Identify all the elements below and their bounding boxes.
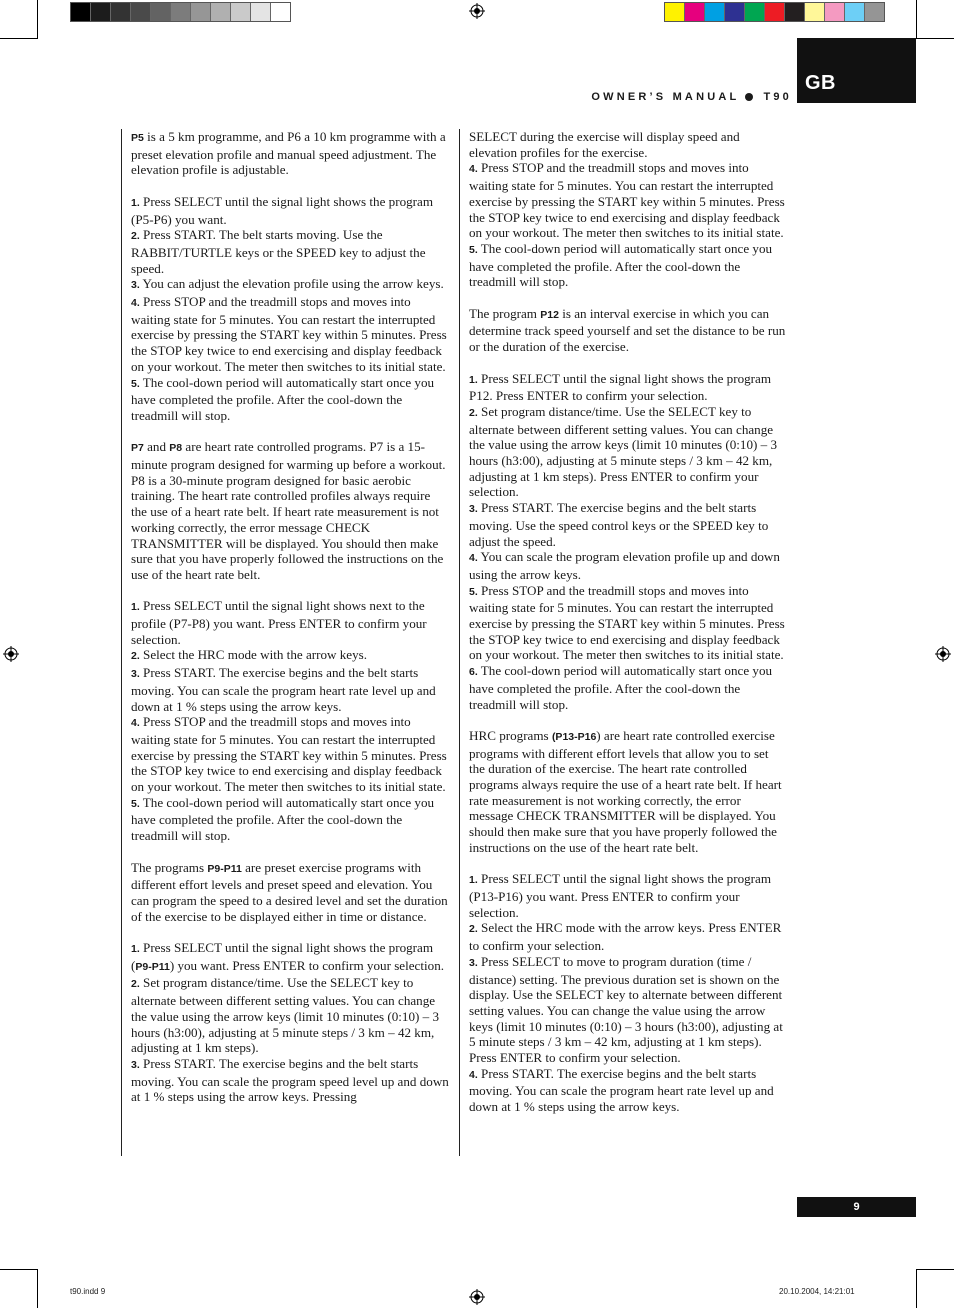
text-run: Press SELECT until the signal light shows the program (: [131, 940, 434, 973]
color-swatch: [111, 3, 131, 21]
bold-label: P8: [169, 442, 183, 455]
list-item: [469, 241, 787, 290]
list-item: [469, 663, 787, 712]
date-slug: 20.10.2004, 14:21:01: [779, 1287, 855, 1296]
paragraph-text: [469, 306, 787, 355]
list-item: [131, 1056, 449, 1105]
color-swatch: [765, 3, 785, 21]
model-name: T90: [763, 91, 792, 103]
bold-label: 1.: [131, 601, 140, 614]
bold-label: P7: [131, 442, 144, 455]
running-title: OWNER’S MANUAL: [591, 91, 740, 103]
bold-label: 3.: [131, 279, 140, 292]
list-item: [131, 194, 449, 227]
color-swatch: [151, 3, 171, 21]
list-item: [469, 1066, 787, 1115]
crop-mark: [916, 1269, 954, 1270]
paragraph-text: [131, 860, 449, 925]
list-item: [469, 371, 787, 404]
text-run: and: [143, 439, 170, 455]
bold-label: 2.: [469, 406, 478, 419]
text-run: The programs: [131, 859, 208, 875]
bold-label: 6.: [469, 666, 478, 679]
color-swatch: [171, 3, 191, 21]
list-item: [131, 276, 449, 294]
bold-label: 1.: [469, 373, 478, 386]
color-swatch: [685, 3, 705, 21]
color-swatch: [665, 3, 685, 21]
text-run: The cool-down period will automatically start once you have completed the profile. After the cool-down the treadmill will stop.: [469, 240, 773, 290]
text-run: Set program distance/time. Use the SELECT key to alternate between different setting values. You can change the value using the arrow keys (limit 10 minutes (0:10) – 3 hours (h3:00), adjusting at 5 minute steps / 3 km – 42 km, adjusting at 1 km steps). Press ENTER to confirm your selection.: [469, 403, 778, 500]
text-run: Press SELECT until the signal light shows the program (P5-P6) you want.: [131, 193, 434, 227]
registration-mark-icon: [3, 646, 19, 662]
bold-label: 1.: [131, 196, 140, 209]
text-run: The cool-down period will automatically start once you have completed the profile. After the cool-down the treadmill will stop.: [131, 374, 435, 423]
file-slug: t90.indd 9: [70, 1287, 106, 1296]
bold-label: P9-P11: [135, 960, 170, 973]
list-item: [131, 940, 449, 975]
crop-mark: [916, 1270, 917, 1308]
text-run: ) you want. Press ENTER to confirm your selection.: [169, 957, 445, 973]
paragraph: [131, 860, 449, 925]
list-item: [469, 549, 787, 582]
crop-mark: [37, 0, 38, 38]
bold-label: (P13-P16: [551, 730, 597, 743]
bold-label: 2.: [131, 230, 140, 243]
text-run: The cool-down period will automatically start once you have completed the profile. After the cool-down the treadmill will stop.: [469, 663, 773, 712]
paragraph: [469, 129, 787, 290]
paragraph: [469, 371, 787, 713]
list-item: [131, 294, 449, 375]
registration-mark-icon: [469, 1289, 485, 1305]
text-run: Select the HRC mode with the arrow keys. Press ENTER to confirm your selection.: [469, 920, 782, 954]
bold-label: 5.: [469, 243, 478, 256]
text-run: Press STOP and the treadmill stops and moves into waiting state for 5 minutes. You can restart the interrupted exercise by pressing the START key within 5 minutes. Press the STOP key twice to end exercising and display feedback on your workout. The meter then switches to its initial state.: [469, 160, 785, 241]
text-run: The program: [469, 305, 541, 321]
paragraph-text: [131, 129, 449, 178]
text-run: Press SELECT until the signal light shows the program P12. Press ENTER to confirm your selection.: [469, 370, 772, 404]
list-item: [469, 404, 787, 500]
color-swatch: [785, 3, 805, 21]
list-item: [131, 598, 449, 647]
right-text-column: [469, 129, 787, 1115]
paragraph: [131, 129, 449, 178]
color-swatch: [805, 3, 825, 21]
bold-label: 3.: [469, 503, 478, 516]
bold-label: P12: [540, 308, 559, 321]
text-run: Press START. The exercise begins and the belt starts moving. You can scale the program speed level up and down at 1 % steps using the arrow keys. Pressing: [131, 1056, 449, 1105]
registration-mark-icon: [935, 646, 951, 662]
crop-mark: [0, 38, 38, 39]
text-run: Press STOP and the treadmill stops and moves into waiting state for 5 minutes. You can restart the interrupted exercise by pressing the START key within 5 minutes. Press the STOP key twice to end exercising and display feedback on your workout. The meter then switches to its initial state.: [469, 582, 785, 663]
text-run: Press SELECT until the signal light shows next to the profile (P7-P8) you want. Press ENTER to confirm your selection.: [131, 598, 427, 647]
crop-mark: [916, 0, 917, 38]
color-swatch: [845, 3, 865, 21]
color-swatch: [705, 3, 725, 21]
list-item: [131, 795, 449, 844]
text-run: Set program distance/time. Use the SELECT key to alternate between different setting values. You can change the value using the arrow keys (limit 10 minutes (0:10) – 3 hours (h3:00), adjusting at 5 minute steps / 3 km – 42 km, adjusting at 1 km steps).: [131, 975, 440, 1056]
color-swatch: [865, 3, 884, 21]
paragraph-text: [469, 129, 787, 160]
text-run: Press STOP and the treadmill stops and moves into waiting state for 5 minutes. You can restart the interrupted exercise by pressing the START key within 5 minutes. Press the STOP key twice to end exercising and display feedback on your workout. The meter then switches to its initial state.: [131, 294, 447, 374]
bold-label: 2.: [131, 978, 140, 991]
paragraph: [131, 439, 449, 582]
registration-mark-icon: [469, 3, 485, 19]
text-run: is an interval exercise in which you can determine track speed yourself and set the distance to be run or the duration of the exercise.: [469, 305, 786, 355]
bold-label: 4.: [469, 163, 478, 176]
text-run: SELECT during the exercise will display speed and elevation profiles for the exercise.: [469, 129, 740, 160]
text-run: Press SELECT until the signal light shows the program (P13-P16) you want. Press ENTER to confirm your selection.: [469, 871, 772, 920]
bold-label: 4.: [131, 297, 140, 310]
color-swatch: [71, 3, 91, 21]
bold-label: 5.: [131, 797, 140, 810]
paragraph: [131, 194, 449, 424]
text-run: Press START. The exercise begins and the belt starts moving. Use the speed control keys or the SPEED key to adjust the speed.: [469, 500, 769, 549]
list-item: [469, 500, 787, 549]
bold-label: P5: [131, 132, 144, 144]
text-run: are preset exercise programs with different effort levels and preset speed and elevation. You can program the speed to a desired level and set the duration of the exercise to be displayed either in time or distance.: [131, 859, 448, 924]
bold-label: 4.: [469, 1068, 478, 1081]
list-item: [469, 954, 787, 1066]
bold-label: P9-P11: [207, 862, 242, 875]
bold-label: 2.: [131, 650, 140, 663]
text-run: Select the HRC mode with the arrow keys.: [139, 647, 368, 663]
bold-label: 4.: [469, 552, 478, 565]
color-swatch: [91, 3, 111, 21]
color-swatch: [745, 3, 765, 21]
color-swatch: [231, 3, 251, 21]
text-run: HRC programs: [469, 727, 552, 743]
bold-label: 5.: [131, 377, 140, 390]
color-swatch: [211, 3, 231, 21]
paragraph: [469, 306, 787, 355]
paragraph: [131, 598, 449, 844]
language-tab: [797, 38, 916, 103]
list-item: [131, 665, 449, 714]
list-item: [131, 375, 449, 424]
bold-label: 2.: [469, 923, 478, 936]
list-item: [131, 647, 449, 665]
list-item: [131, 975, 449, 1056]
text-run: Press SELECT to move to program duration (time / distance) setting. The previous duration set is shown on the display. Use the SELECT key to alternate between different setting values. You can change the value using the arrow keys (limit 10 minutes (0:10) – 3 hours (h3:00), adjusting at 5 minute steps / 3 km – 42 km, adjusting at 1 km steps). Press ENTER to confirm your selection.: [469, 953, 783, 1066]
list-item: [469, 871, 787, 920]
text-run: Press START. The belt starts moving. Use the RABBIT/TURTLE keys or the SPEED key to adjust the speed.: [131, 227, 426, 276]
text-run: The cool-down period will automatically start once you have completed the profile. After the cool-down the treadmill will stop.: [131, 794, 435, 844]
text-run: are heart rate controlled programs. P7 is a 15-minute program designed for warming up before a workout. P8 is a 30-minute program designed for basic aerobic training. The heart rate controlled profiles always require the use of a heart rate belt. If heart rate measurement is not working correctly, the error message CHECK TRANSMITTER will be displayed. You should then make sure that you have properly followed the instructions on the use of the heart rate belt.: [131, 439, 446, 582]
language-tab-label: GB: [805, 72, 836, 94]
paragraph: [469, 728, 787, 856]
color-swatch: [251, 3, 271, 21]
bold-label: 5.: [469, 585, 478, 598]
bold-label: 3.: [131, 668, 140, 681]
paragraph-text: [131, 439, 449, 582]
text-run: Press START. The exercise begins and the belt starts moving. You can scale the program heart rate level up and down at 1 % steps using the arrow keys.: [131, 665, 436, 714]
paragraph: [131, 940, 449, 1105]
text-run: ) are heart rate controlled exercise programs with different effort levels that allow you to set the duration of the exercise. The heart rate controlled programs always require the use of a heart rate belt. If heart rate measurement is not working correctly, the error message CHECK TRANSMITTER will be displayed. You should then make sure that you have properly followed the instructions on the use of the heart rate belt.: [469, 727, 782, 855]
color-swatch: [825, 3, 845, 21]
list-item: [469, 583, 787, 664]
list-item: [469, 920, 787, 953]
color-swatch: [725, 3, 745, 21]
left-text-column: [131, 129, 449, 1105]
crop-mark: [916, 38, 954, 39]
text-run: Press STOP and the treadmill stops and moves into waiting state for 5 minutes. You can restart the interrupted exercise by pressing the START key within 5 minutes. Press the STOP key twice to end exercising and display feedback on your workout. The meter then switches to its initial state.: [131, 714, 447, 795]
paragraph-text: [469, 728, 787, 856]
bullet-icon: [745, 93, 753, 101]
list-item: [131, 714, 449, 795]
color-swatch: [191, 3, 211, 21]
bold-label: 1.: [131, 943, 140, 956]
bold-label: 1.: [469, 874, 478, 887]
page-number: 9: [797, 1197, 916, 1217]
text-run: is a 5 km programme, and P6 a 10 km programme with a preset elevation profile and manual speed adjustment. The elevation profile is adjustable.: [131, 129, 446, 178]
text-run: You can adjust the elevation profile using the arrow keys.: [139, 276, 444, 292]
color-swatch: [131, 3, 151, 21]
crop-mark: [0, 1269, 38, 1270]
list-item: [131, 227, 449, 276]
running-header: [591, 91, 792, 103]
column-rule-right: [459, 129, 460, 1156]
text-run: Press START. The exercise begins and the belt starts moving. You can scale the program heart rate level up and down at 1 % steps using the arrow keys.: [469, 1065, 774, 1115]
list-item: [469, 160, 787, 241]
bold-label: 4.: [131, 717, 140, 730]
grayscale-color-bar: [70, 2, 291, 22]
column-rule-left: [121, 129, 122, 1156]
text-run: You can scale the program elevation profile up and down using the arrow keys.: [469, 549, 780, 582]
bold-label: 3.: [131, 1059, 140, 1071]
paragraph: [469, 871, 787, 1115]
bold-label: 3.: [469, 956, 478, 969]
process-color-bar: [664, 2, 885, 22]
color-swatch: [271, 3, 290, 21]
crop-mark: [37, 1270, 38, 1308]
